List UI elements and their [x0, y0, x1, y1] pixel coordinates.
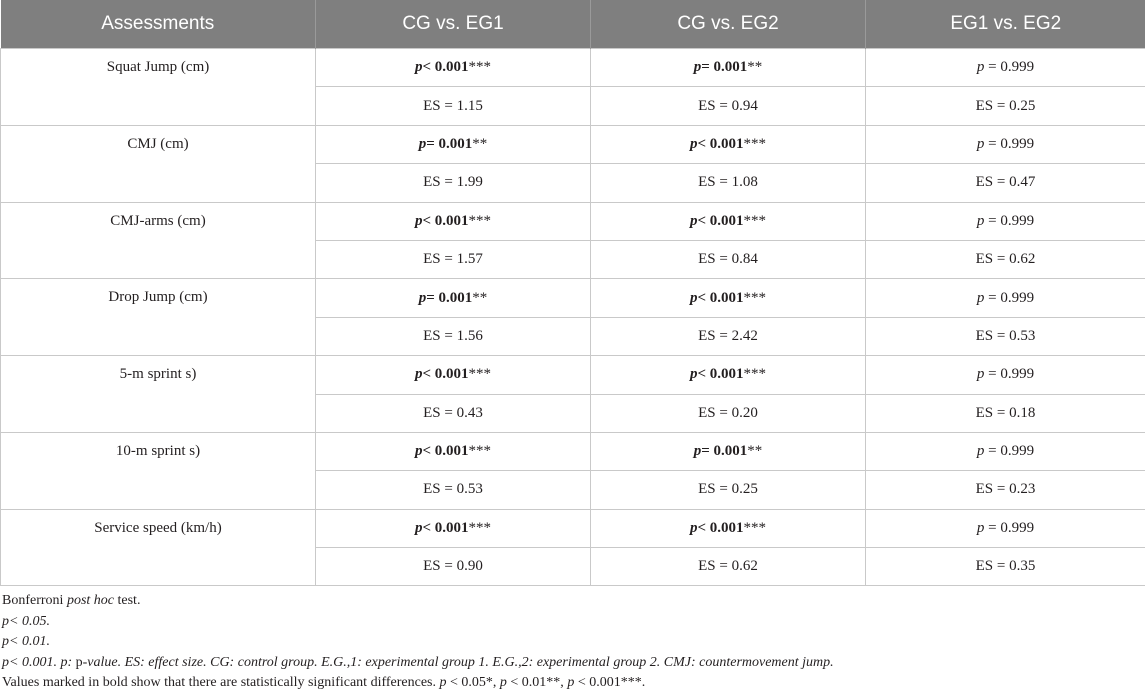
table-row-pvalues [1, 202, 1145, 240]
effect-size-cell: ES = 2.42 [591, 317, 866, 355]
p-value-cell: p< 0.001*** [316, 49, 591, 87]
header-row [1, 0, 1145, 49]
header-eg1-vs-eg2: EG1 vs. EG2 [866, 0, 1145, 49]
table-row-pvalues [1, 509, 1145, 547]
p-value-cell: p< 0.001*** [591, 509, 866, 547]
assessment-label: CMJ-arms (cm) [1, 202, 316, 279]
table-footnotes [2, 591, 834, 694]
effect-size-cell: ES = 1.56 [316, 317, 591, 355]
p-value-cell: p = 0.999 [866, 432, 1145, 470]
effect-size-cell: ES = 0.25 [591, 471, 866, 509]
effect-size-cell: ES = 0.62 [866, 240, 1145, 278]
effect-size-cell: ES = 0.25 [866, 87, 1145, 125]
p-value-cell: p = 0.999 [866, 49, 1145, 87]
p-value-cell: p = 0.999 [866, 356, 1145, 394]
effect-size-cell: ES = 1.99 [316, 164, 591, 202]
header-assessments: Assessments [1, 0, 316, 49]
table-row-pvalues [1, 49, 1145, 87]
effect-size-cell: ES = 0.20 [591, 394, 866, 432]
p-value-cell: p< 0.001*** [591, 279, 866, 317]
effect-size-cell: ES = 0.18 [866, 394, 1145, 432]
effect-size-cell: ES = 1.08 [591, 164, 866, 202]
p-value-cell: p< 0.001*** [316, 509, 591, 547]
assessment-label: Service speed (km/h) [1, 509, 316, 586]
table-row-pvalues [1, 356, 1145, 394]
p-value-cell: p< 0.001*** [591, 125, 866, 163]
footnote-p001: p< 0.01. [2, 632, 834, 653]
effect-size-cell: ES = 0.47 [866, 164, 1145, 202]
effect-size-cell: ES = 0.94 [591, 87, 866, 125]
effect-size-cell: ES = 1.15 [316, 87, 591, 125]
footnote-bold-meaning: Values marked in bold show that there are statistically significant differences. p < 0.05*, p < 0.01**, p < 0.001***. [2, 673, 834, 694]
p-value-cell: p= 0.001** [591, 432, 866, 470]
p-value-cell: p = 0.999 [866, 202, 1145, 240]
table-row-pvalues [1, 279, 1145, 317]
effect-size-cell: ES = 0.53 [866, 317, 1145, 355]
effect-size-cell: ES = 0.90 [316, 548, 591, 586]
p-value-cell: p= 0.001** [316, 279, 591, 317]
header-cg-vs-eg2: CG vs. EG2 [591, 0, 866, 49]
assessment-label: Drop Jump (cm) [1, 279, 316, 356]
assessment-label: CMJ (cm) [1, 125, 316, 202]
footnote-abbreviations: p< 0.001. p: p-value. ES: effect size. CG: control group. E.G.,1: experimental group 1. E.G.,2: experimental group 2. CMJ: countermovement jump. [2, 653, 834, 674]
table-row-pvalues [1, 432, 1145, 470]
p-value-cell: p = 0.999 [866, 125, 1145, 163]
effect-size-cell: ES = 0.43 [316, 394, 591, 432]
p-value-cell: p< 0.001*** [591, 356, 866, 394]
p-value-cell: p< 0.001*** [316, 356, 591, 394]
effect-size-cell: ES = 0.23 [866, 471, 1145, 509]
header-cg-vs-eg1: CG vs. EG1 [316, 0, 591, 49]
table-body [1, 49, 1145, 586]
footnote-p005: p< 0.05. [2, 612, 834, 633]
effect-size-cell: ES = 0.84 [591, 240, 866, 278]
assessment-label: 10-m sprint s) [1, 432, 316, 509]
p-value-cell: p< 0.001*** [591, 202, 866, 240]
p-value-cell: p= 0.001** [591, 49, 866, 87]
p-value-cell: p< 0.001*** [316, 202, 591, 240]
effect-size-cell: ES = 0.53 [316, 471, 591, 509]
effect-size-cell: ES = 0.35 [866, 548, 1145, 586]
p-value-cell: p = 0.999 [866, 509, 1145, 547]
effect-size-cell: ES = 1.57 [316, 240, 591, 278]
p-value-cell: p< 0.001*** [316, 432, 591, 470]
p-value-cell: p = 0.999 [866, 279, 1145, 317]
table-row-pvalues [1, 125, 1145, 163]
assessment-label: 5-m sprint s) [1, 356, 316, 433]
effect-size-cell: ES = 0.62 [591, 548, 866, 586]
footnote-test: Bonferroni post hoc test. [2, 591, 834, 612]
p-value-cell: p= 0.001** [316, 125, 591, 163]
assessment-label: Squat Jump (cm) [1, 49, 316, 126]
